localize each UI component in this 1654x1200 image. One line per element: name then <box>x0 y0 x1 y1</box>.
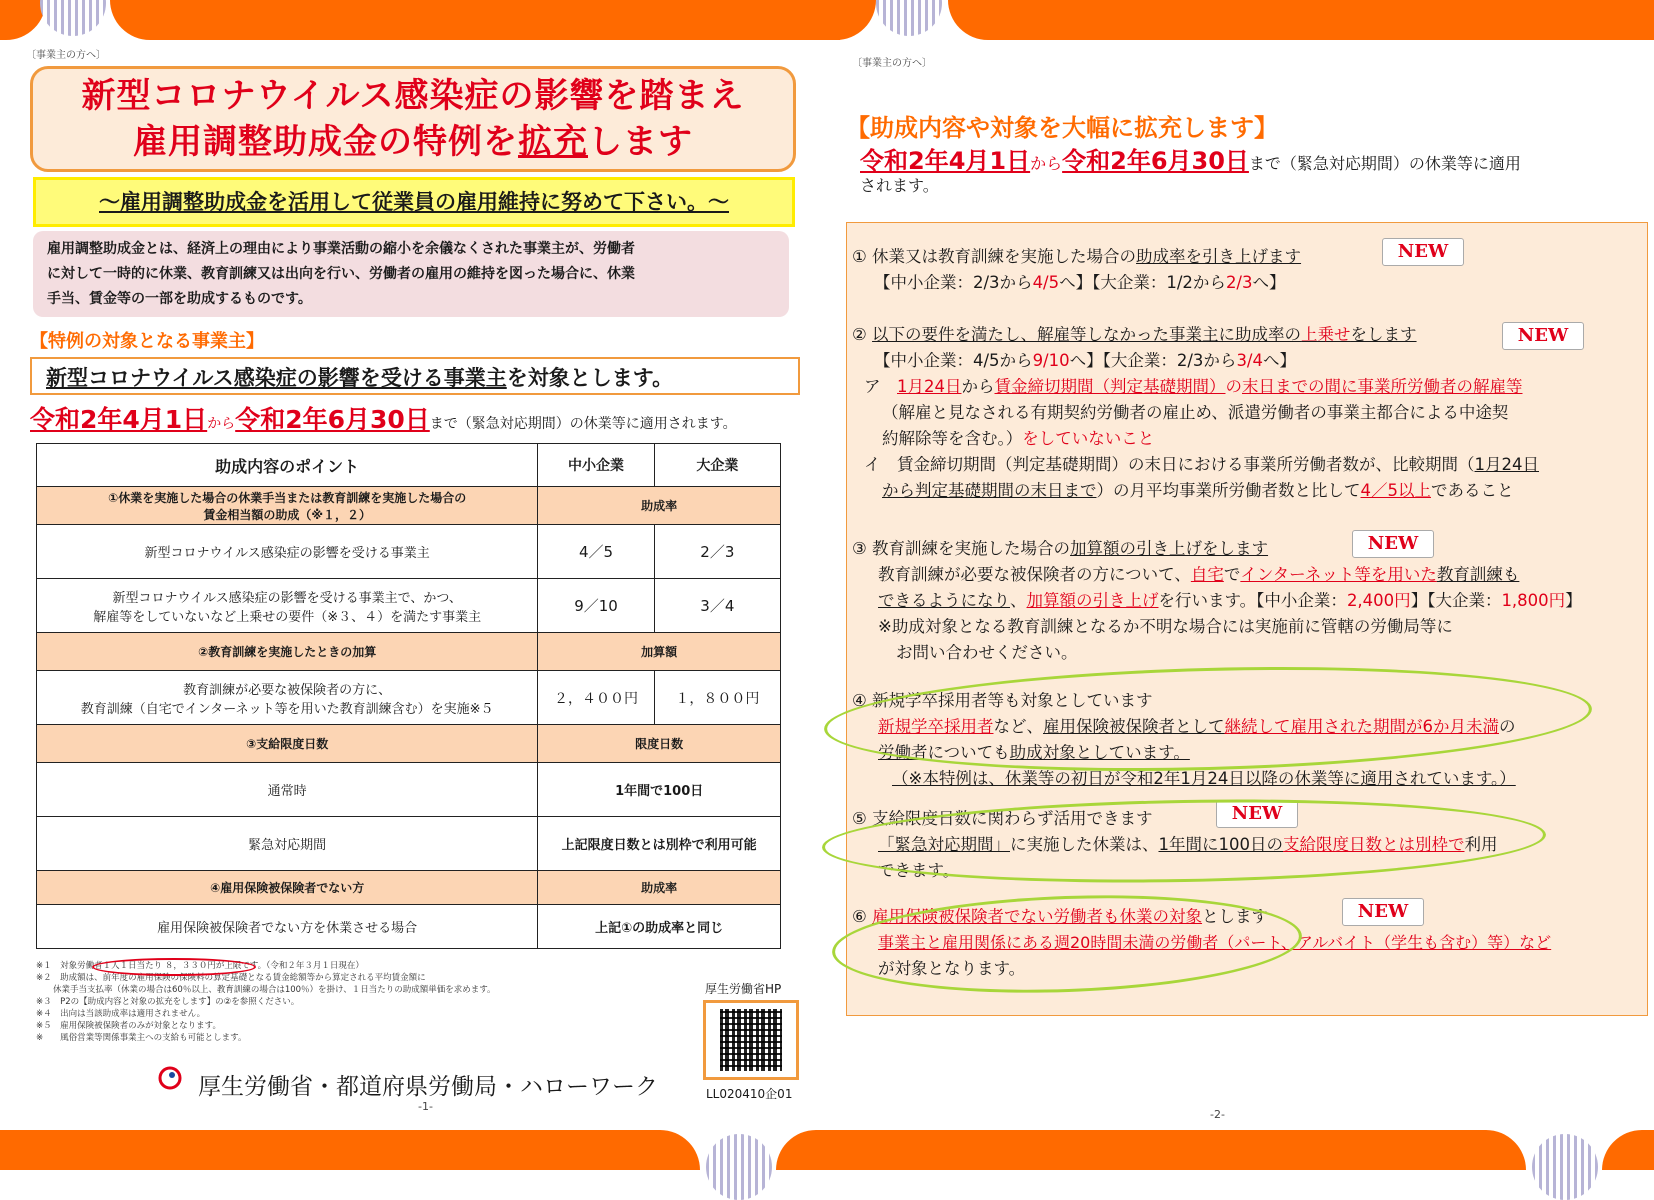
item-4-line1: 新規学卒採用者など、雇用保険被保険者として継続して雇用された期間が6か月未満の <box>878 717 1516 736</box>
table-row <box>37 525 781 579</box>
table-section-row <box>37 871 781 905</box>
header-large: 大企業 <box>654 444 780 487</box>
item-6-title: ⑥ 雇用保険被保険者でない労働者も休業の対象とします <box>852 907 1269 926</box>
item-2-condition-a-line3: 約解除等を含む。）をしていないこと <box>882 429 1155 448</box>
table-row <box>37 905 781 949</box>
item-3-note1: ※助成対象となる教育訓練となるか不明な場合には実施前に管轄の労働局等に <box>878 617 1453 636</box>
item-5-line1: 「緊急対応期間」に実施した休業は、1年間に100日の支給限度日数とは別枠で利用 <box>878 835 1498 854</box>
target-statement: 新型コロナウイルス感染症の影響を受ける事業主を対象とします。 <box>30 357 800 395</box>
subsidy-table <box>36 443 781 949</box>
section-label: 助成率 <box>538 871 781 905</box>
bottom-bar-left <box>0 1130 700 1170</box>
employer-note: 〔事業主の方へ〕 <box>852 58 932 69</box>
footnote: ※５ 雇用保険被保険者のみが対象となります。 <box>36 1021 221 1031</box>
new-badge: NEW <box>1382 238 1464 266</box>
description-line: 雇用調整助成金とは、経済上の理由により事業活動の縮小を余儀なくされた事業主が、労働者 <box>47 241 635 257</box>
table-header-row <box>37 444 781 487</box>
row-value-large: １，８００円 <box>654 671 780 725</box>
table-section-row <box>37 487 781 525</box>
page-number: -2- <box>1210 1108 1225 1121</box>
row-label: 通常時 <box>37 763 538 817</box>
section-title: ①休業を実施した場合の休業手当または教育訓練を実施した場合の 賃金相当額の助成（※１，２） <box>37 487 538 525</box>
ring-binder-top-right <box>876 0 942 36</box>
section-label: 加算額 <box>538 633 781 671</box>
item-1-title: ① 休業又は教育訓練を実施した場合の助成率を引き上げます <box>852 247 1302 266</box>
main-title-box <box>30 66 796 172</box>
table-row <box>37 763 781 817</box>
row-label: 緊急対応期間 <box>37 817 538 871</box>
footnote: ※ 風俗営業等関係事業主への支給も可能とします。 <box>36 1033 247 1043</box>
top-bar-right-start <box>820 0 876 40</box>
period-statement: 令和2年4月1日から令和2年6月30日まで（緊急対応期間）の休業等に適用 されます。 <box>860 147 1521 195</box>
row-label: 教育訓練が必要な被保険者の方に、 教育訓練（自宅でインターネット等を用いた教育訓練含む）を実施※５ <box>37 671 538 725</box>
new-badge: NEW <box>1502 322 1584 350</box>
row-value: 上記限度日数とは別枠で利用可能 <box>538 817 781 871</box>
new-badge: NEW <box>1216 800 1298 828</box>
item-3 <box>852 536 1642 666</box>
footnote: 休業手当支払率（休業の場合は60％以上、教育訓練の場合は100％）を掛け、１日当たりの助成額単価を求めます。 <box>36 985 496 995</box>
section-label: 限度日数 <box>538 725 781 763</box>
item-2-condition-a: ア 1月24日から賃金締切期間（判定基礎期間）の末日までの間に事業所労働者の解雇等 <box>864 377 1523 396</box>
item-1 <box>852 244 1632 296</box>
item-2-condition-i: イ 賃金締切期間（判定基礎期間）の末日における事業所労働者数が、比較期間（1月24日 <box>864 455 1539 474</box>
table-section-row <box>37 633 781 671</box>
footnote: ※４ 出向は当該助成率は適用されません。 <box>36 1009 206 1019</box>
row-label: 新型コロナウイルス感染症の影響を受ける事業主 <box>37 525 538 579</box>
item-3-line2: できるようになり、加算額の引き上げを行います。【中小企業：2,400円】【大企業：1,800円】 <box>878 591 1582 610</box>
period-statement: 令和2年4月1日から令和2年6月30日まで（緊急対応期間）の休業等に適用されます。 <box>30 405 737 434</box>
item-5-title: ⑤ 支給限度日数に関わらず活用できます <box>852 809 1153 828</box>
item-2-condition-i-line2: から判定基礎期間の末日まで）の月平均事業所労働者数と比して4／5以上であること <box>882 481 1514 500</box>
row-value-large: 2／3 <box>654 525 780 579</box>
expansion-heading: 【助成内容や対象を大幅に拡充します】 <box>846 114 1278 142</box>
section-title: ③支給限度日数 <box>37 725 538 763</box>
top-bar-right <box>948 0 1654 40</box>
ring-binder-bottom-left <box>706 1134 772 1200</box>
item-1-detail: 【中小企業：2/3から4/5へ】【大企業：1/2から2/3へ】 <box>874 273 1286 292</box>
subtitle-banner <box>33 177 795 227</box>
bottom-bar-mid <box>776 1130 1526 1170</box>
qr-label: 厚生労働省HP <box>705 982 782 996</box>
ring-binder-bottom-right <box>1532 1134 1598 1200</box>
table-row <box>37 671 781 725</box>
item-4-title: ④ 新規学卒採用者等も対象としています <box>852 691 1153 710</box>
top-bar-left-end <box>0 0 46 40</box>
row-value-sme: 9／10 <box>538 579 654 633</box>
footnote: ※１ 対象労働者１人１日当たり ８，３３０円が上限です。（令和２年３月１日現在） <box>36 961 364 971</box>
item-3-title: ③ 教育訓練を実施した場合の加算額の引き上げをします <box>852 539 1269 558</box>
header-sme: 中小企業 <box>538 444 654 487</box>
ring-binder-top-left <box>40 0 106 36</box>
page-number: -1- <box>418 1100 433 1113</box>
row-value-large: 3／4 <box>654 579 780 633</box>
ministry-name: 厚生労働省・都道府県労働局・ハローワーク <box>198 1074 658 1100</box>
item-2-detail: 【中小企業：4/5から9/10へ】【大企業：2/3から3/4へ】 <box>874 351 1296 370</box>
row-label: 新型コロナウイルス感染症の影響を受ける事業主で、かつ、 解雇等をしていないなど上乗せの要件（※３、４）を満たす事業主 <box>37 579 538 633</box>
annotation-ellipse-red <box>92 958 256 976</box>
item-3-line1: 教育訓練が必要な被保険者の方について、自宅でインターネット等を用いた教育訓練も <box>878 565 1520 584</box>
section-label: 助成率 <box>538 487 781 525</box>
description-line: に対して一時的に休業、教育訓練又は出向を行い、労働者の雇用の維持を図った場合に、休業 <box>47 266 635 282</box>
row-label: 雇用保険被保険者でない方を休業させる場合 <box>37 905 538 949</box>
table-row <box>37 817 781 871</box>
table-row <box>37 579 781 633</box>
table-section-row <box>37 725 781 763</box>
qr-code-pattern <box>720 1009 782 1071</box>
ministry-logo-icon <box>158 1066 182 1090</box>
new-badge: NEW <box>1352 530 1434 558</box>
description-box <box>33 231 789 317</box>
item-2-title: ② 以下の要件を満たし、解雇等しなかった事業主に助成率の上乗せをします <box>852 325 1417 344</box>
row-value-sme: 4／5 <box>538 525 654 579</box>
main-title-line1: 新型コロナウイルス感染症の影響を踏まえ <box>81 76 745 116</box>
item-3-note2: お問い合わせください。 <box>896 643 1078 662</box>
item-6-line2: が対象となります。 <box>878 959 1026 978</box>
section-title: ④雇用保険被保険者でない方 <box>37 871 538 905</box>
top-bar-left <box>110 0 840 40</box>
item-5-line2: できます。 <box>878 861 960 880</box>
document-code: LL020410企01 <box>706 1087 793 1101</box>
row-value: 1年間で100日 <box>538 763 781 817</box>
description-line: 手当、賃金等の一部を助成するものです。 <box>47 291 312 307</box>
employer-note: 〔事業主の方へ〕 <box>26 50 106 61</box>
header-point: 助成内容のポイント <box>37 444 538 487</box>
new-badge: NEW <box>1342 898 1424 926</box>
item-2-condition-a-line2: （解雇と見なされる有期契約労働者の雇止め、派遣労働者の事業主都合による中途契 <box>882 403 1509 422</box>
footnote: ※２ 助成額は、前年度の雇用保険の保険料の算定基礎となる賃金総額等から算定される平均賃金額に <box>36 973 426 983</box>
row-value: 上記①の助成率と同じ <box>538 905 781 949</box>
item-4-line2: 労働者についても助成対象としています。 <box>878 743 1190 762</box>
footnote: ※３ P2の【助成内容と対象の拡充をします】の②を参照ください。 <box>36 997 300 1007</box>
main-title-line2: 雇用調整助成金の特例を拡充します <box>133 122 693 162</box>
section-title: ②教育訓練を実施したときの加算 <box>37 633 538 671</box>
row-value-sme: ２，４００円 <box>538 671 654 725</box>
item-6-line1: 事業主と雇用関係にある週20時間未満の労働者（パート、アルバイト（学生も含む）等）など <box>878 933 1552 952</box>
item-4-line3: （※本特例は、休業等の初日が令和2年1月24日以降の休業等に適用されています。） <box>892 769 1516 788</box>
bottom-bar-right <box>1602 1130 1654 1170</box>
target-heading: 【特例の対象となる事業主】 <box>30 331 264 352</box>
qr-code[interactable] <box>703 1000 799 1080</box>
subtitle-text: ～雇用調整助成金を活用して従業員の雇用維持に努めて下さい。～ <box>99 190 729 214</box>
